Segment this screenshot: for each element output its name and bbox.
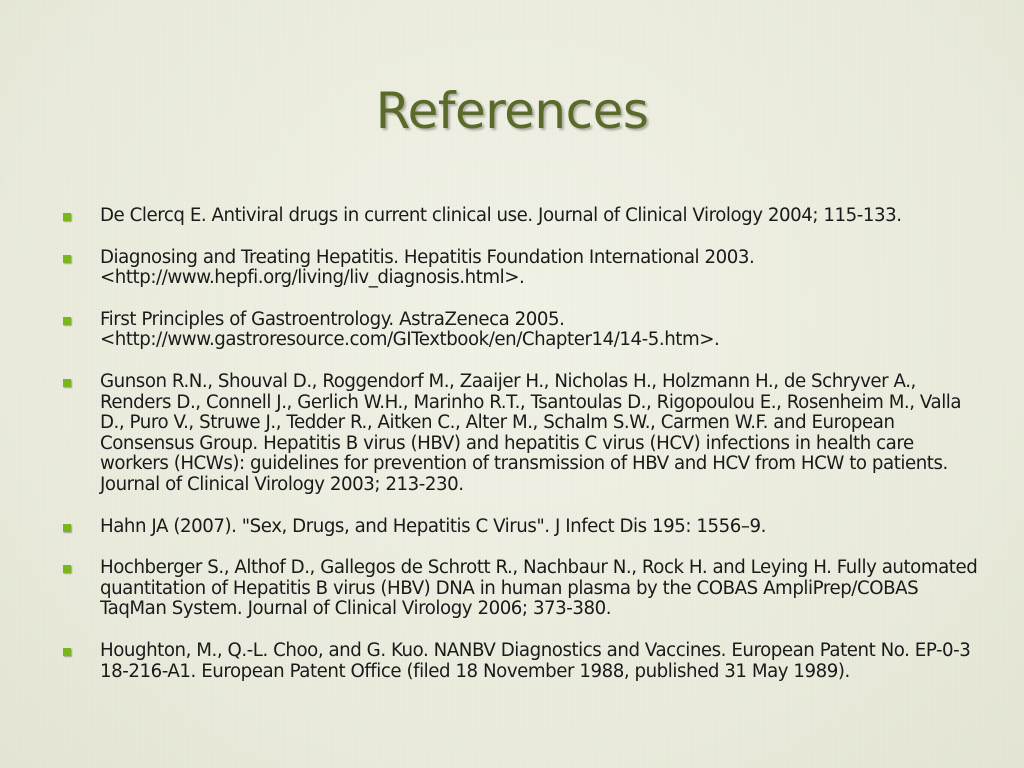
reference-text: First Principles of Gastroentrology. AstraZeneca 2005. <http://www.gastroresource.com/GITextbook/en/Chapter14/14-5.htm>. [100, 308, 720, 351]
slide-title: References [375, 82, 649, 140]
reference-text: Gunson R.N., Shouval D., Roggendorf M., Zaaijer H., Nicholas H., Holzmann H., de Schryver A., Renders D., Connell J., Gerlich W.H., Marinho R.T., Tsantoulas D., Rigopoulou E., Rosenheim M., Valla D., Puro V., Struwe J., Tedder R., Aitken C., Alter M., Schalm S.W., Carmen W.F. and European Consensus Group. Hepatitis B virus (HBV) and hepatitis C virus (HCV) infections in health care workers (HCWs): guidelines for prevention of transmission of HBV and HCV from HCW to patients. Journal of Clinical Virology 2003; 213-230. [100, 370, 962, 495]
reference-item [60, 310, 980, 351]
reference-text: Hahn JA (2007). "Sex, Drugs, and Hepatitis C Virus". J Infect Dis 195: 1556–9. [100, 515, 766, 537]
reference-text: Hochberger S., Althof D., Gallegos de Schrott R., Nachbaur N., Rock H. and Leying H. Fully automated quantitation of Hepatitis B virus (HBV) DNA in human plasma by the COBAS AmpliPrep/COBAS TaqMan System. Journal of Clinical Virology 2006; 373-380. [100, 557, 978, 620]
reference-item [60, 372, 980, 496]
reference-text: De Clercq E. Antiviral drugs in current clinical use. Journal of Clinical Virology 2004; 115-133. [100, 205, 902, 226]
reference-item [60, 248, 980, 289]
references-list [60, 206, 980, 703]
square-bullet-icon [63, 648, 71, 656]
square-bullet-icon [63, 213, 71, 221]
square-bullet-icon [63, 524, 71, 532]
reference-text: Diagnosing and Treating Hepatitis. Hepatitis Foundation International 2003.<http://www.hepfi.org/living/liv_diagnosis.html>. [100, 246, 755, 289]
square-bullet-icon [63, 565, 71, 573]
reference-item [60, 517, 980, 538]
reference-text: Houghton, M., Q.-L. Choo, and G. Kuo. NANBV Diagnostics and Vaccines. European Patent No. EP-0-3 18-216-A1. European Patent Office (filed 18 November 1988, published 31 May 1989). [100, 639, 971, 682]
square-bullet-icon [63, 379, 71, 387]
reference-item [60, 206, 980, 227]
square-bullet-icon [63, 255, 71, 263]
reference-item [60, 558, 980, 620]
reference-item [60, 641, 980, 682]
square-bullet-icon [63, 317, 71, 325]
